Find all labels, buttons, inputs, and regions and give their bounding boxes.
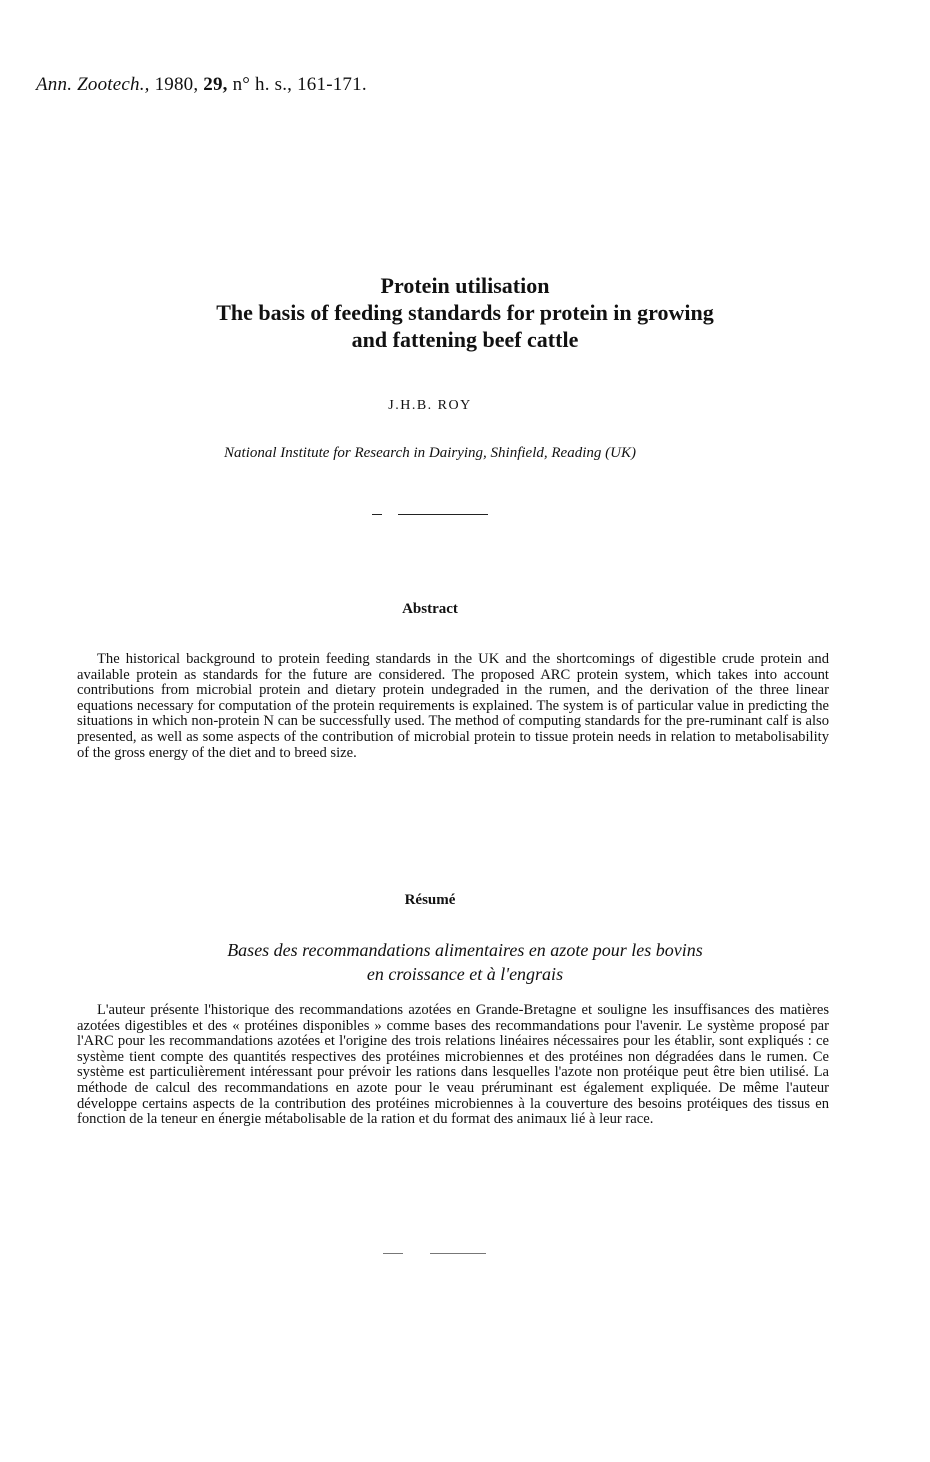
volume-number: 29, bbox=[203, 74, 228, 95]
paper-title bbox=[60, 272, 870, 353]
resume-subtitle-line-1: Bases des recommandations alimentaires en azote pour les bovins bbox=[227, 940, 703, 960]
citation-line bbox=[36, 74, 367, 96]
end-separator-left bbox=[383, 1253, 403, 1254]
end-separator-right bbox=[430, 1253, 486, 1254]
title-line-3: and fattening beef cattle bbox=[351, 327, 579, 352]
publication-year: 1980, bbox=[154, 74, 199, 95]
resume-text: L'auteur présente l'historique des recommandations azotées en Grande-Bretagne et souligne les insuffisances des matières azotées digestibles et des « protéines disponibles » comme bases des recommandations pour l'avenir. Le système proposé par l'ARC pour les recommandations azotées et l'origine des trois relations linéaires nécessaires pour les établir, sont expliqués : ce système tient compte des quantités respectives des protéines microbiennes et des protéines non dégradées dans le rumen. Ce système est particulièrement intéressant pour prévoir les rations dans lesquelles l'azote non protéique peut être bien utilisé. La méthode de calcul des recommandations en azote pour le veau préruminant est également expliquée. De même l'auteur développe certains aspects de la contribution des protéines microbiennes à la couverture des besoins protéiques des tissus en fonction de la teneur en énergie métabolisable de la ration et du format des animaux lié à leur race. bbox=[77, 1002, 829, 1128]
resume-heading: Résumé bbox=[404, 892, 456, 908]
abstract-text: The historical background to protein feeding standards in the UK and the shortcomings of digestible crude protein and available protein as standards for the future are considered. The proposed ARC protein system, which takes into account contributions from microbial protein and dietary protein undegraded in the rumen, and the derivation of the three linear equations necessary for computation of the protein requirements is explained. The system is of particular value in predicting the situations in which non-protein N can be successfully used. The method of computing standards for the pre-ruminant calf is also presented, as well as some aspects of the contribution of microbial protein to tissue protein needs in relation to metabolisability of the gross energy of the diet and to breed size. bbox=[77, 651, 829, 761]
author-name: J.H.B. ROY bbox=[388, 398, 472, 413]
abstract-heading: Abstract bbox=[402, 601, 458, 617]
author-affiliation: National Institute for Research in Dairying, Shinfield, Reading (UK) bbox=[224, 445, 636, 461]
resume-subtitle-line-2: en croissance et à l'engrais bbox=[366, 964, 564, 984]
title-line-2: The basis of feeding standards for protein in growing bbox=[216, 300, 714, 325]
separator-rule bbox=[398, 514, 488, 515]
title-line-1: Protein utilisation bbox=[380, 273, 550, 298]
page-range: 161-171. bbox=[297, 74, 367, 95]
issue-number: n° h. s., bbox=[232, 74, 293, 95]
resume-subtitle bbox=[60, 938, 870, 986]
separator-dash bbox=[372, 514, 382, 515]
journal-name: Ann. Zootech., bbox=[36, 74, 150, 95]
